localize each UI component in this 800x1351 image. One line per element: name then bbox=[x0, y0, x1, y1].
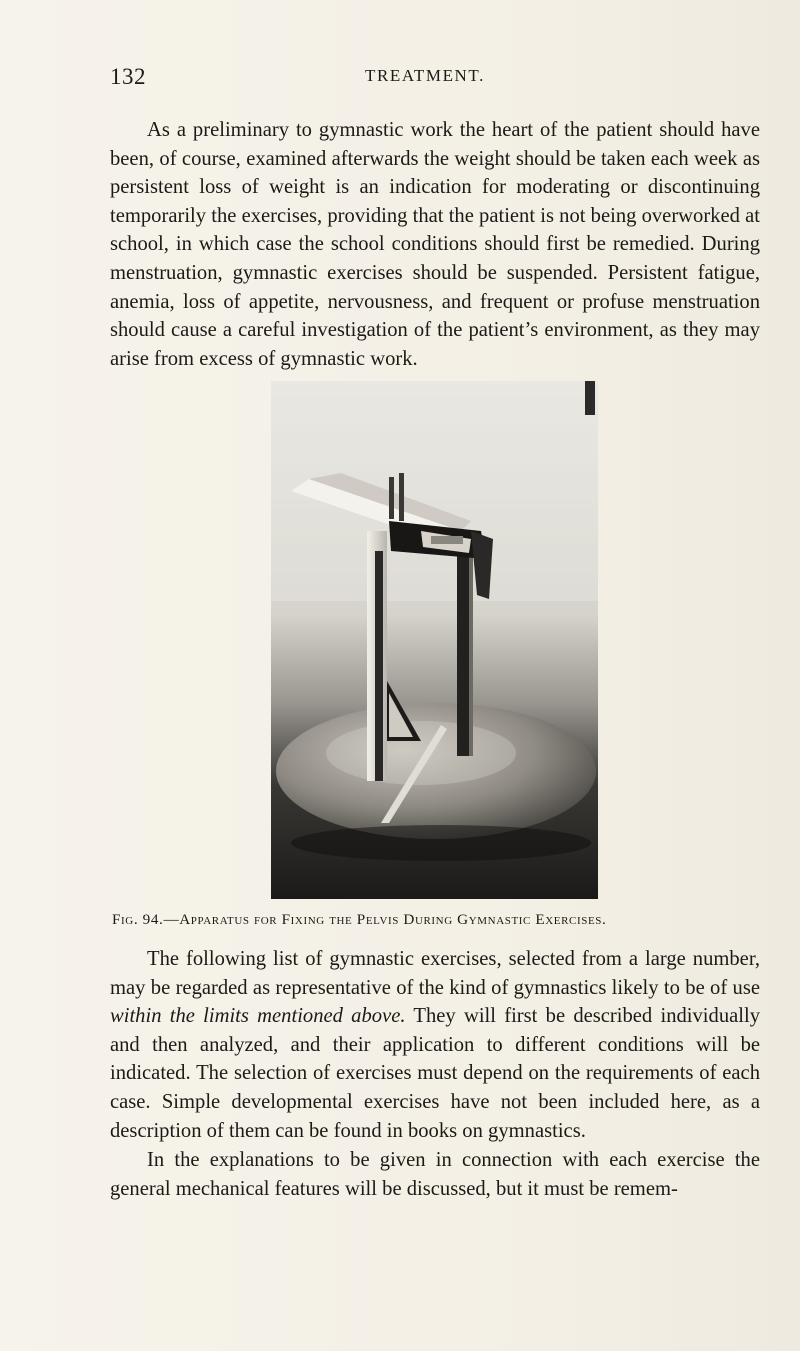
running-title: TREATMENT. bbox=[364, 66, 486, 85]
paragraph-2 bbox=[110, 945, 760, 1145]
figure-caption-text: —Apparatus for Fixing the Pelvis During Gymnastic Exercises. bbox=[163, 911, 607, 928]
figure-label: Fig. 94. bbox=[112, 911, 164, 928]
paragraph-1-text: As a preliminary to gymnastic work the heart of the patient should have been, of course, examined afterwards the weight should be taken each week as persistent loss of weight is an indication for moderating or discontinuing temporarily the exercises, providing that the patient is not being overworked at school, in which case the school conditions should first be remedied. During menstruation, gymnastic exercises should be suspended. Persistent fatigue, anemia, loss of appetite, nervousness, and frequent or profuse menstruation should cause a careful investigation of the patient’s environment, as they may arise from excess of gymnastic work. bbox=[110, 119, 760, 370]
paragraph-2-text-before: The following list of gymnastic exercises, selected from a large number, may be regarded as representative of the kind of gymnastics likely to be of use bbox=[110, 948, 760, 999]
figure-photo bbox=[271, 381, 598, 899]
paragraph-3-text: In the explanations to be given in connection with each exercise the general mechanical features will be discussed, but it must be remem- bbox=[110, 1149, 760, 1200]
running-head bbox=[110, 64, 710, 92]
page-number: 132 bbox=[110, 64, 146, 89]
paragraph-1 bbox=[110, 116, 760, 373]
paragraph-2-text-after: They will first be described individually and then analyzed, and their application to different conditions will be indicated. The selection of exercises must depend on the requirements of each case. Simple developmental exercises have not been included here, as a description of them can be found in books on gymnastics. bbox=[110, 1005, 761, 1142]
figure-caption bbox=[112, 911, 772, 929]
apparatus-photo-image bbox=[271, 381, 598, 899]
paragraph-3 bbox=[110, 1146, 760, 1203]
paragraph-2-italic-text: within the limits mentioned above. bbox=[110, 1005, 406, 1028]
